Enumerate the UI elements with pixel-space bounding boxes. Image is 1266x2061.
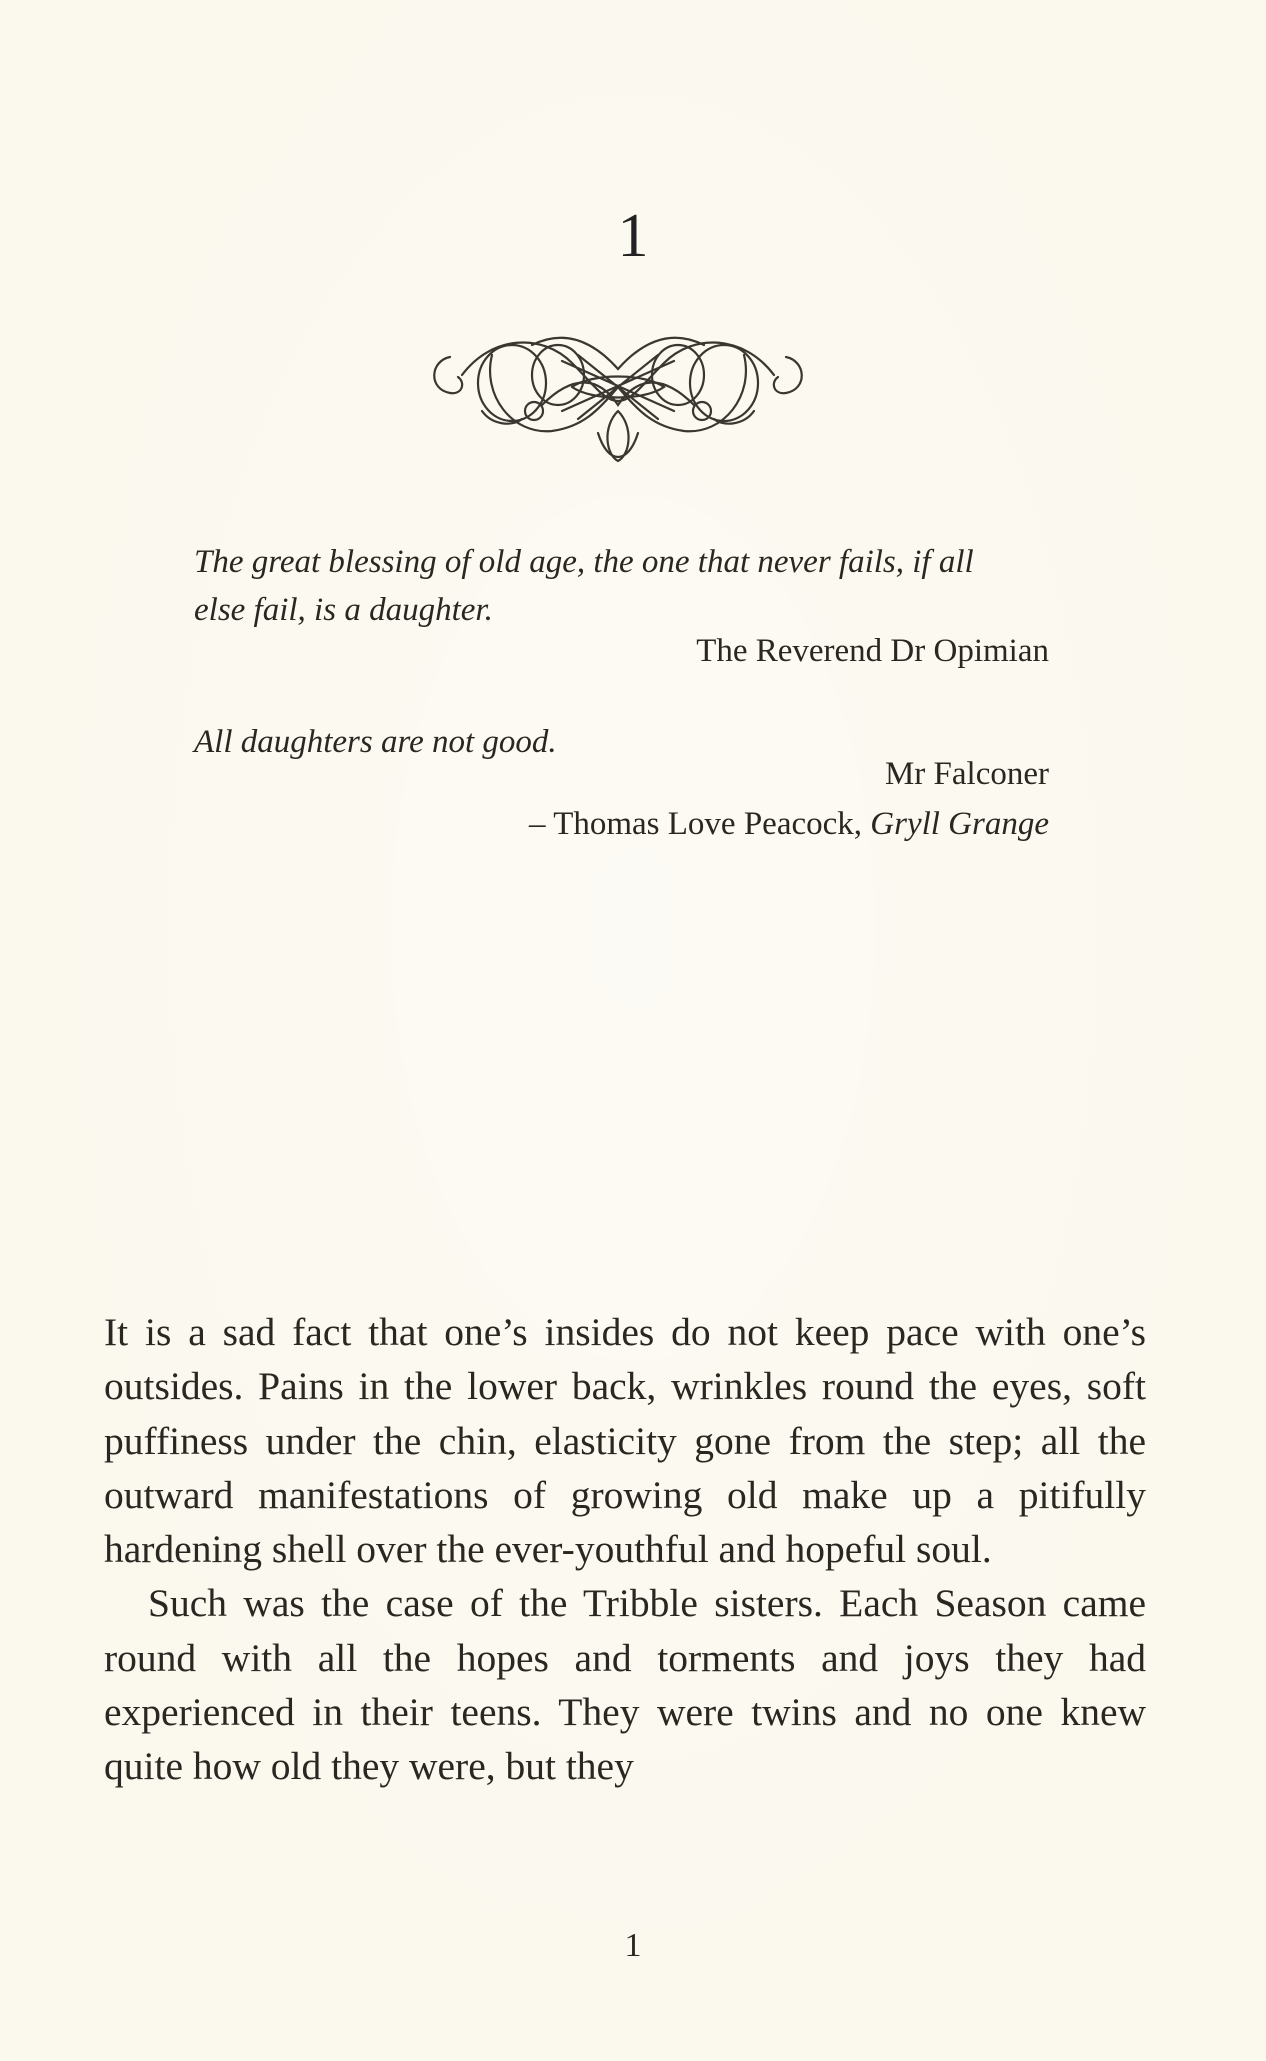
- epigraph-quote-1-line-1: The great blessing of old age, the one that never fails, if all: [194, 544, 974, 580]
- epigraph-quote-1-line-2: else fail, is a daughter.: [194, 592, 493, 628]
- chapter-body: [104, 1305, 1146, 1794]
- body-paragraph-2: Such was the case of the Tribble sisters. Each Season came round with all the hopes and torments and joys they had experienced in their teens. They were twins and no one knew quite how old they were, but they: [104, 1581, 1146, 1789]
- epigraph-quote-1: [194, 538, 1050, 634]
- flourish-ornament-icon: [422, 315, 814, 475]
- body-paragraph-1: It is a sad fact that one’s insides do not keep pace with one’s outsides. Pains in the lower back, wrinkles round the eyes, soft puffiness under the chin, elasticity gone from the step; all the outward manifestations of growing old make up a pitifully hardening shell over the ever-youthful and hopeful soul.: [104, 1310, 1146, 1572]
- epigraph-speaker-2: Mr Falconer: [884, 756, 1049, 792]
- page-number: 1: [624, 1927, 642, 1964]
- chapter-number: 1: [617, 202, 649, 270]
- epigraph-quote-2-text: All daughters are not good.: [194, 724, 557, 760]
- epigraph-source-author: – Thomas Love Peacock,: [529, 806, 871, 842]
- epigraph-speaker-1: The Reverend Dr Opimian: [696, 633, 1049, 669]
- epigraph-source: [529, 800, 1049, 848]
- epigraph-source-title: Gryll Grange: [870, 806, 1049, 842]
